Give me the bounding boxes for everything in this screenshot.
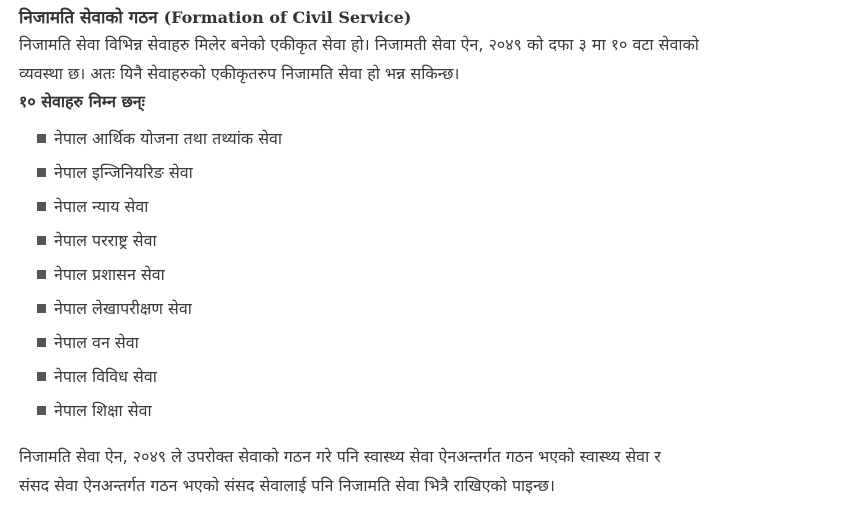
square-bullet-icon — [37, 304, 46, 313]
services-list-wrapper — [19, 115, 843, 427]
intro-paragraph — [19, 30, 843, 88]
list-item — [37, 325, 843, 359]
list-item — [37, 393, 843, 427]
square-bullet-icon — [37, 372, 46, 381]
services-list — [19, 121, 843, 427]
service-label: नेपाल आर्थिक योजना तथा तथ्यांक सेवा — [54, 129, 283, 148]
list-item — [37, 155, 843, 189]
service-label: नेपाल इन्जिनियरिङ सेवा — [54, 163, 193, 182]
intro-line-1: निजामति सेवा विभिन्न सेवाहरु मिलेर बनेको एकीकृत सेवा हो। निजामती सेवा ऐन, २०४९ को दफा ३ मा १० वटा सेवाको — [19, 35, 699, 54]
square-bullet-icon — [37, 270, 46, 279]
closing-paragraph — [19, 427, 843, 500]
closing-line-2: संसद सेवा ऐनअन्तर्गत गठन भएको संसद सेवालाई पनि निजामति सेवा भित्रै राखिएको पाइन्छ। — [19, 476, 555, 495]
service-label: नेपाल प्रशासन सेवा — [54, 265, 165, 284]
service-label: नेपाल शिक्षा सेवा — [54, 401, 152, 420]
services-subheading: १० सेवाहरु निम्न छन्ः — [19, 92, 145, 111]
service-label: नेपाल लेखापरीक्षण सेवा — [54, 299, 192, 318]
square-bullet-icon — [37, 406, 46, 415]
list-item — [37, 291, 843, 325]
service-label: नेपाल न्याय सेवा — [54, 197, 149, 216]
service-label: नेपाल वन सेवा — [54, 333, 139, 352]
intro-line-2: व्यवस्था छ। अतः यिनै सेवाहरुको एकीकृतरुप निजामति सेवा हो भन्न सकिन्छ। — [19, 64, 460, 83]
square-bullet-icon — [37, 236, 46, 245]
list-item — [37, 121, 843, 155]
square-bullet-icon — [37, 338, 46, 347]
square-bullet-icon — [37, 202, 46, 211]
section-heading-nepali: निजामति सेवाको गठन — [19, 8, 158, 28]
list-item — [37, 189, 843, 223]
list-item — [37, 223, 843, 257]
list-item — [37, 359, 843, 393]
service-label: नेपाल परराष्ट्र सेवा — [54, 231, 157, 250]
square-bullet-icon — [37, 134, 46, 143]
square-bullet-icon — [37, 168, 46, 177]
closing-line-1: निजामति सेवा ऐन, २०४९ ले उपरोक्त सेवाको गठन गरे पनि स्वास्थ्य सेवा ऐनअन्तर्गत गठन भएको स्वास्थ्य सेवा र — [19, 447, 661, 466]
section-heading-english: (Formation of Civil Service) — [163, 8, 412, 27]
section-heading — [19, 6, 843, 30]
list-item — [37, 257, 843, 291]
service-label: नेपाल विविध सेवा — [54, 367, 157, 386]
